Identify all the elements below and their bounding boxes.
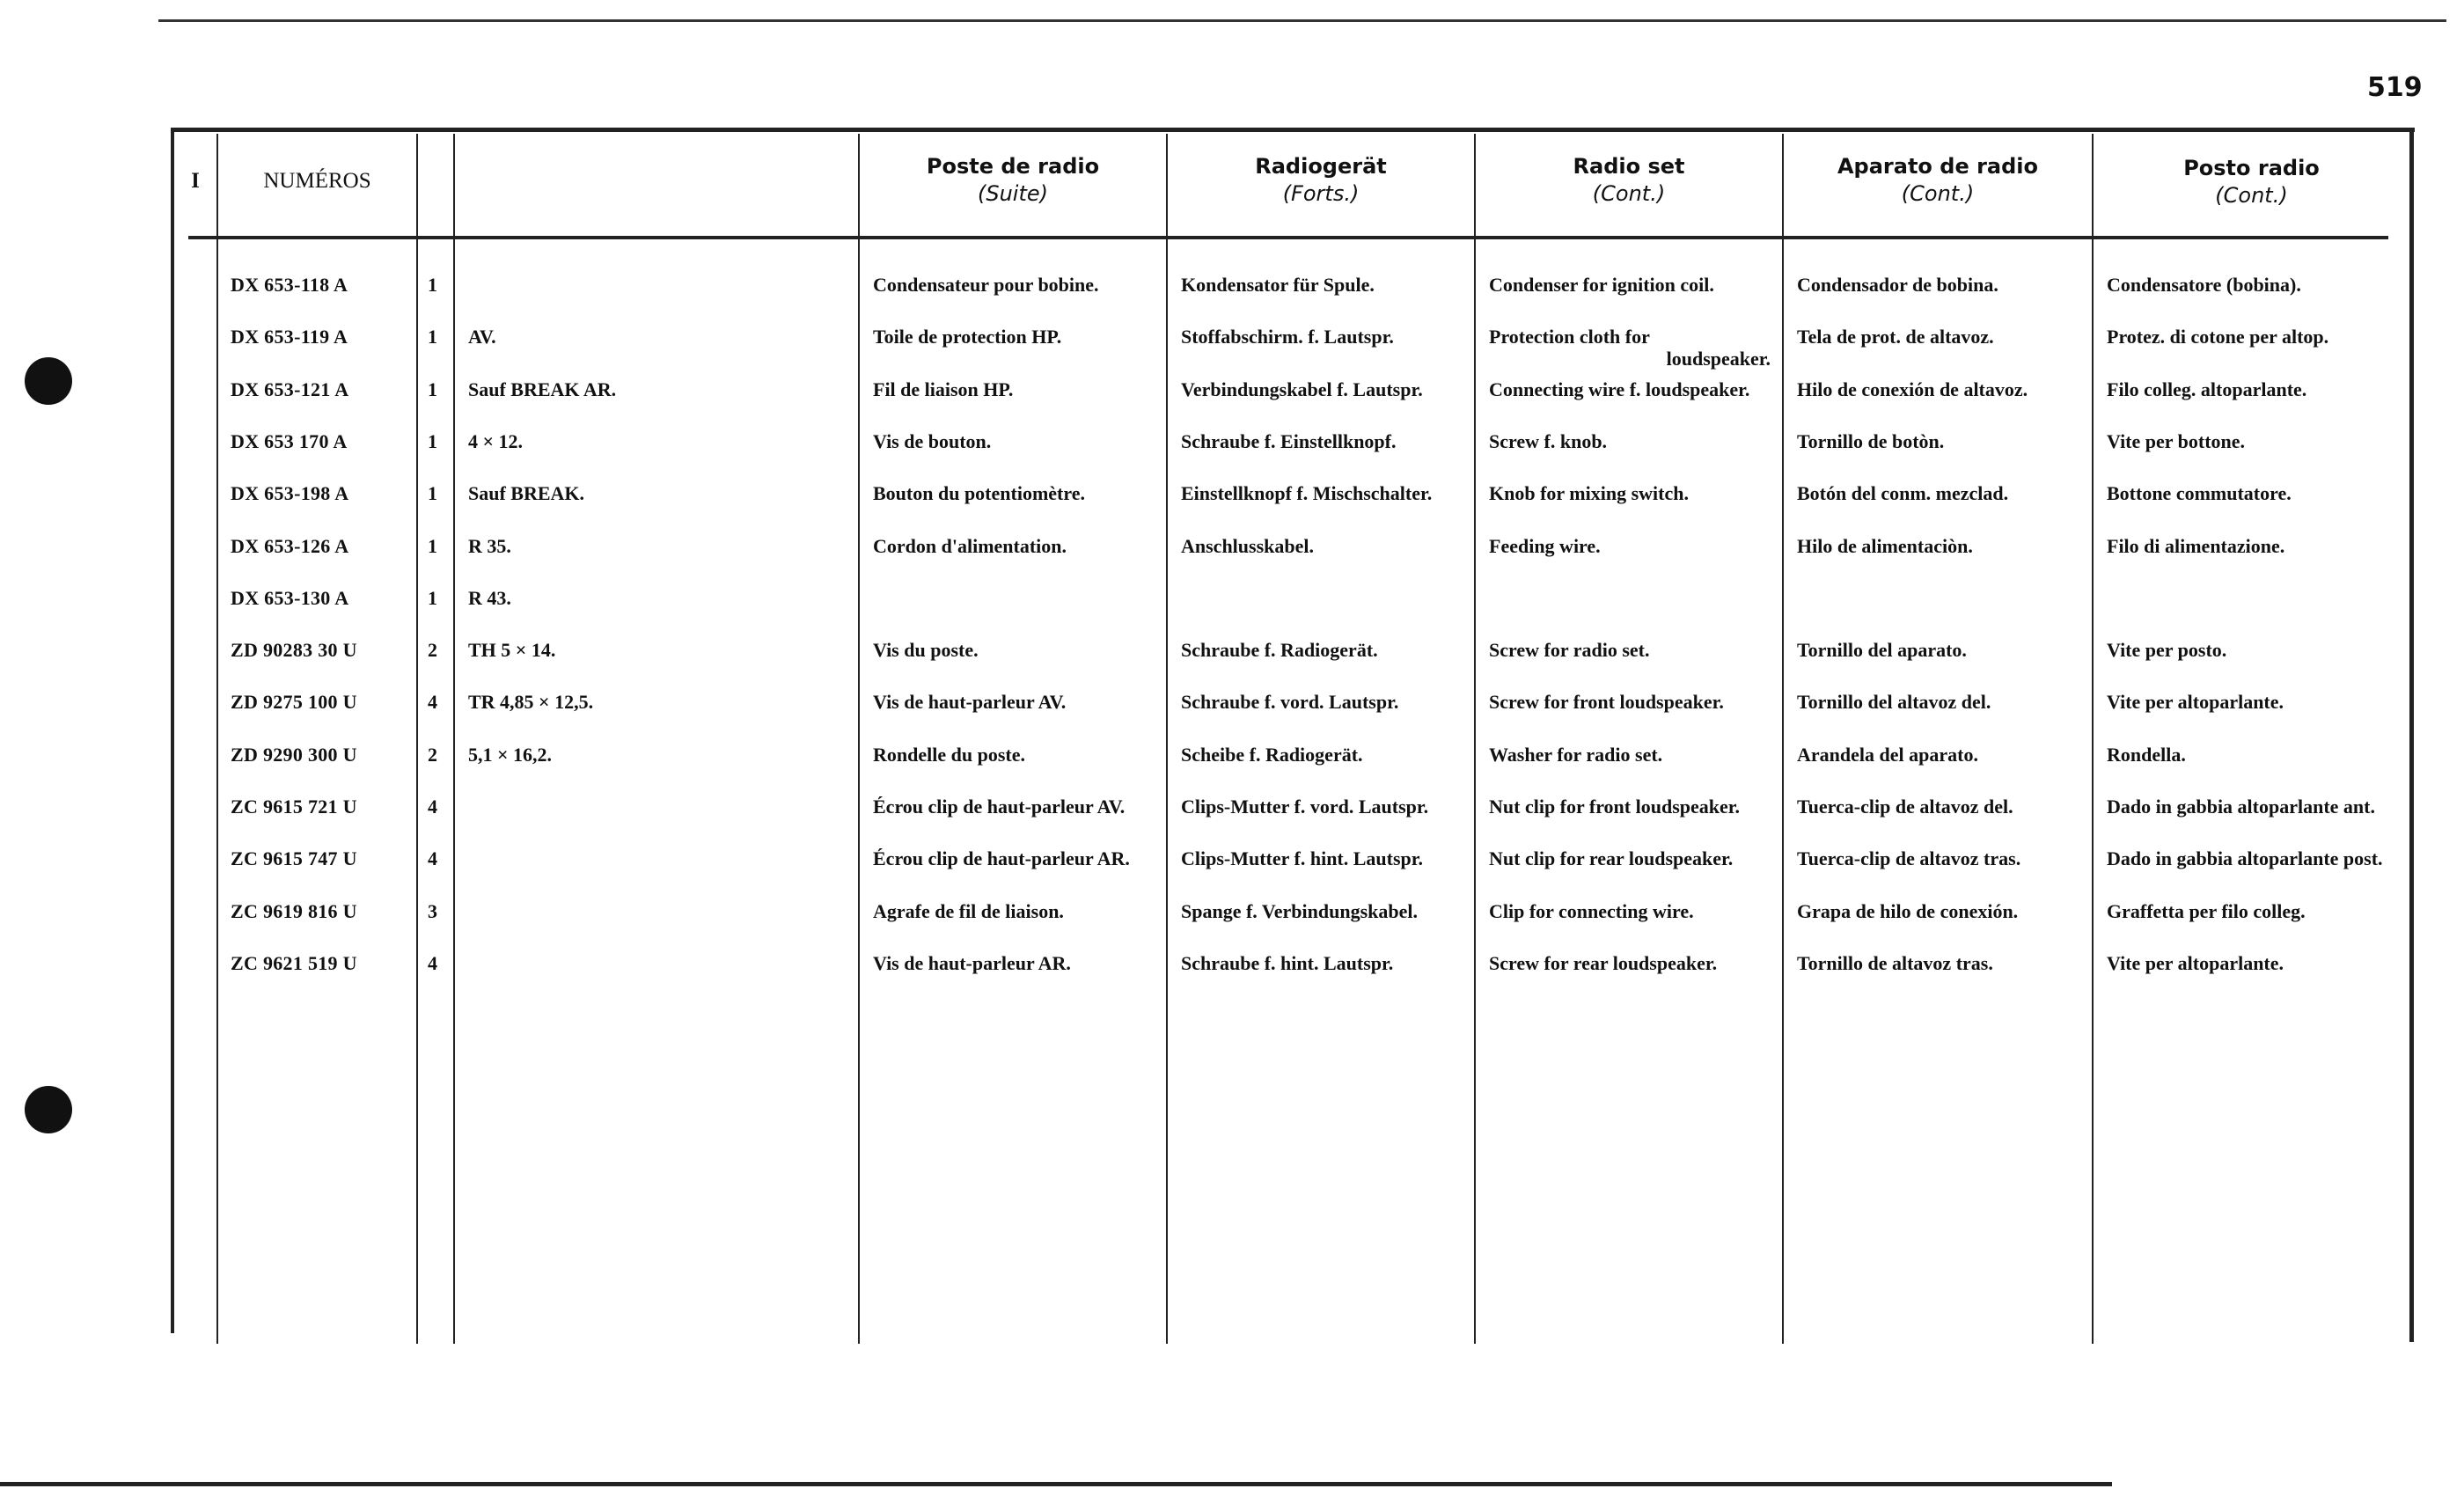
spanish-desc: Botón del conm. mezclad. [1797,482,2009,504]
quantity: 1 [428,535,437,557]
part-number: DX 653-130 A [231,587,349,609]
column-divider [416,134,418,1344]
header-english-sub: (Cont.) [1592,181,1666,207]
spanish-desc: Tornillo de altavoz tras. [1797,952,1993,974]
spanish-desc: Hilo de alimentaciòn. [1797,535,1973,557]
table-left-border [171,128,174,1333]
spanish-desc: Tuerca-clip de altavoz tras. [1797,847,2021,869]
german-desc: Stoffabschirm. f. Lautspr. [1181,326,1394,348]
french-desc: Fil de liaison HP. [873,378,1014,400]
french-desc: Bouton du potentiomètre. [873,482,1085,504]
note: AV. [468,326,496,348]
column-divider [1166,134,1168,1344]
part-number: DX 653-126 A [231,535,349,557]
spanish-desc: Tornillo de botòn. [1797,430,1945,452]
note: 4 × 12. [468,430,524,452]
quantity: 1 [428,587,437,609]
part-number: DX 653-119 A [231,326,348,348]
spanish-desc: Condensador de bobina. [1797,274,1998,296]
quantity: 4 [428,691,437,713]
header-spanish [1784,153,2092,208]
header-index: I [191,169,200,193]
part-number: ZC 9615 721 U [231,796,357,818]
english-desc: Screw for front loudspeaker. [1489,691,1724,713]
header-german-title: Radiogerät [1255,154,1387,179]
note: Sauf BREAK. [468,482,585,504]
italian-desc: Dado in gabbia altoparlante post. [2107,847,2383,869]
english-desc: Nut clip for front loudspeaker. [1489,796,1741,818]
spanish-desc: Tornillo del aparato. [1797,639,1967,661]
table-right-border [2409,128,2414,1342]
header-french-title: Poste de radio [926,154,1100,179]
quantity: 2 [428,639,437,661]
top-rule [158,19,2446,22]
quantity: 4 [428,847,437,869]
column-divider [2092,134,2094,1344]
english-desc: Connecting wire f. loudspeaker. [1489,378,1750,400]
english-desc: Protection cloth for [1489,326,1650,348]
english-desc: Nut clip for rear loudspeaker. [1489,847,1734,869]
quantity: 4 [428,952,437,974]
french-desc: Vis de haut-parleur AV. [873,691,1067,713]
header-italian-title: Posto radio [2183,156,2320,180]
french-desc: Cordon d'alimentation. [873,535,1067,557]
bottom-rule [0,1482,2112,1486]
italian-desc: Filo di alimentazione. [2107,535,2285,557]
english-desc: Feeding wire. [1489,535,1601,557]
italian-desc: Vite per posto. [2107,639,2227,661]
italian-desc: Condensatore (bobina). [2107,274,2301,296]
note: TH 5 × 14. [468,639,556,661]
header-spanish-title: Aparato de radio [1837,154,2039,179]
part-number: DX 653-198 A [231,482,349,504]
german-desc: Schraube f. hint. Lautspr. [1181,952,1394,974]
page-number: 519 [2367,72,2423,103]
column-divider [1782,134,1784,1344]
italian-desc: Graffetta per filo colleg. [2107,900,2306,922]
quantity: 2 [428,744,437,766]
german-desc: Einstellknopf f. Mischschalter. [1181,482,1433,504]
note: Sauf BREAK AR. [468,378,617,400]
part-number: ZD 9275 100 U [231,691,357,713]
german-desc: Scheibe f. Radiogerät. [1181,744,1363,766]
spanish-desc: Tornillo del altavoz del. [1797,691,1991,713]
english-desc: Screw for radio set. [1489,639,1650,661]
header-italian-sub: (Cont.) [2215,183,2288,209]
quantity: 1 [428,326,437,348]
german-desc: Schraube f. Einstellknopf. [1181,430,1397,452]
french-desc: Écrou clip de haut-parleur AR. [873,847,1130,869]
german-desc: Spange f. Verbindungskabel. [1181,900,1418,922]
english-desc: Screw f. knob. [1489,430,1608,452]
spanish-desc: Grapa de hilo de conexión. [1797,900,2019,922]
italian-desc: Bottone commutatore. [2107,482,2292,504]
italian-desc: Vite per altoparlante. [2107,691,2284,713]
header-french-sub: (Suite) [977,181,1048,207]
german-desc: Clips-Mutter f. hint. Lautspr. [1181,847,1424,869]
column-divider [858,134,860,1344]
spanish-desc: Arandela del aparato. [1797,744,1978,766]
header-divider [188,236,2388,239]
note: 5,1 × 16,2. [468,744,553,766]
german-desc: Schraube f. vord. Lautspr. [1181,691,1399,713]
quantity: 1 [428,274,437,296]
german-desc: Kondensator für Spule. [1181,274,1375,296]
header-german [1168,153,1474,208]
punch-hole-icon [25,357,72,405]
part-number: ZD 90283 30 U [231,639,357,661]
english-desc: Clip for connecting wire. [1489,900,1694,922]
quantity: 1 [428,482,437,504]
french-desc: Toile de protection HP. [873,326,1062,348]
german-desc: Clips-Mutter f. vord. Lautspr. [1181,796,1429,818]
part-number: DX 653-121 A [231,378,349,400]
quantity: 1 [428,378,437,400]
italian-desc: Dado in gabbia altoparlante ant. [2107,796,2375,818]
french-desc: Vis de bouton. [873,430,992,452]
part-number: ZC 9619 816 U [231,900,357,922]
italian-desc: Rondella. [2107,744,2186,766]
note: R 35. [468,535,511,557]
note: R 43. [468,587,511,609]
italian-desc: Filo colleg. altoparlante. [2107,378,2307,400]
header-german-sub: (Forts.) [1282,181,1360,207]
header-numbers: NUMÉROS [263,169,371,193]
french-desc: Condensateur pour bobine. [873,274,1099,296]
spanish-desc: Hilo de conexión de altavoz. [1797,378,2028,400]
column-divider [453,134,455,1344]
french-desc: Agrafe de fil de liaison. [873,900,1064,922]
header-italian [2094,155,2409,209]
header-french [860,153,1166,208]
french-desc: Vis de haut-parleur AR. [873,952,1071,974]
quantity: 4 [428,796,437,818]
column-divider [1474,134,1476,1344]
german-desc: Verbindungskabel f. Lautspr. [1181,378,1423,400]
german-desc: Anschlusskabel. [1181,535,1315,557]
part-number: ZC 9621 519 U [231,952,357,974]
english-desc: Washer for radio set. [1489,744,1663,766]
part-number: DX 653 170 A [231,430,348,452]
english-desc: Screw for rear loudspeaker. [1489,952,1718,974]
german-desc: Schraube f. Radiogerät. [1181,639,1378,661]
spanish-desc: Tela de prot. de altavoz. [1797,326,1994,348]
french-desc: Écrou clip de haut-parleur AV. [873,796,1126,818]
punch-hole-icon [25,1086,72,1133]
french-desc: Vis du poste. [873,639,979,661]
part-number: ZC 9615 747 U [231,847,357,869]
italian-desc: Vite per bottone. [2107,430,2246,452]
english-desc: Condenser for ignition coil. [1489,274,1714,296]
column-divider [216,134,218,1344]
spanish-desc: Tuerca-clip de altavoz del. [1797,796,2013,818]
part-number: DX 653-118 A [231,274,348,296]
quantity: 3 [428,900,437,922]
english-desc-continued: loudspeaker. [1666,348,1771,370]
quantity: 1 [428,430,437,452]
note: TR 4,85 × 12,5. [468,691,594,713]
part-number: ZD 9290 300 U [231,744,357,766]
italian-desc: Vite per altoparlante. [2107,952,2284,974]
table-top-border [171,128,2415,132]
italian-desc: Protez. di cotone per altop. [2107,326,2329,348]
header-english-title: Radio set [1573,154,1685,179]
english-desc: Knob for mixing switch. [1489,482,1689,504]
header-english [1476,153,1782,208]
header-spanish-sub: (Cont.) [1901,181,1975,207]
french-desc: Rondelle du poste. [873,744,1025,766]
